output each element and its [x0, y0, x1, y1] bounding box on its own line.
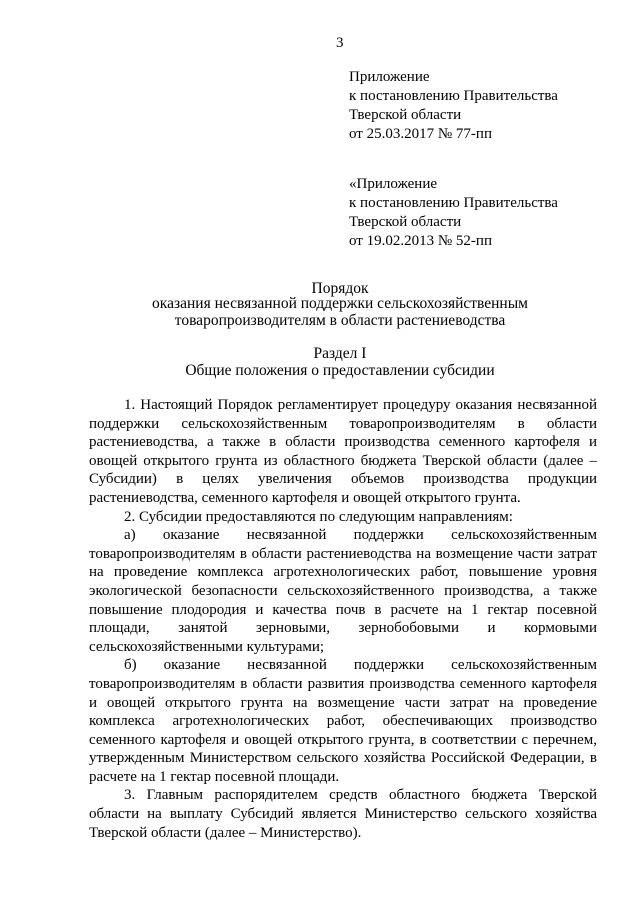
attachment-original-line-2: к постановлению Правительства: [349, 195, 558, 211]
attachment-current: [349, 68, 558, 144]
page-number: 3: [336, 35, 344, 51]
attachment-original-line-4: от 19.02.2013 № 52-пп: [349, 233, 492, 249]
attachment-original-line-1: «Приложение: [349, 176, 438, 192]
document-body: [89, 396, 597, 842]
paragraph-2b: б) оказание несвязанной поддержки сельскохозяйственным товаропроизводителям в области развития производства семенного картофеля и овощей открытого грунта на возмещение части затрат на проведение комплекса агротехнологических работ, обеспечивающих производство семенного картофеля и овощей открытого грунта, в соответствии с перечнем, утвержденным Министерством сельского хозяйства Российской Федерации, в расчете на 1 гектар посевной площади.: [89, 657, 597, 785]
attachment-current-line-4: от 25.03.2017 № 77-пп: [349, 126, 492, 142]
attachment-current-line-3: Тверской области: [349, 107, 462, 123]
attachment-current-line-2: к постановлению Правительства: [349, 88, 558, 104]
document-subtitle-line-2: товаропроизводителям в области растениеводства: [174, 312, 506, 329]
paragraph-3: 3. Главным распорядителем средств областного бюджета Тверской области на выплату Субсидий является Министерство сельского хозяйства Тверской области (далее – Министерство).: [89, 787, 597, 841]
attachment-original-line-3: Тверской области: [349, 214, 462, 230]
attachment-current-line-1: Приложение: [349, 69, 430, 85]
paragraph-2: 2. Субсидии предоставляются по следующим направлениям:: [124, 508, 513, 525]
section-heading: Общие положения о предоставлении субсидии: [185, 362, 495, 379]
document-title: Порядок: [311, 280, 369, 297]
paragraph-2a: а) оказание несвязанной поддержки сельскохозяйственным товаропроизводителям в области растениеводства на возмещение части затрат на проведение комплекса агротехнологических работ, повышение уровня экологической безопасности сельскохозяйственного производства, а также повышение плодородия и качества почв в расчете на 1 гектар посевной площади, занятой зерновыми, зернобобовыми и кормовыми сельскохозяйственными культурами;: [89, 527, 597, 655]
document-subtitle-line-1: оказания несвязанной поддержки сельскохозяйственным: [152, 295, 528, 312]
section-label: Раздел I: [313, 345, 367, 362]
paragraph-1: 1. Настоящий Порядок регламентирует процедуру оказания несвязанной поддержки сельскохозяйственным товаропроизводителям в области растениеводства, а также в области производства семенного картофеля и овощей открытого грунта из областного бюджета Тверской области (далее – Субсидии) в целях увеличения объемов производства продукции растениеводства, семенного картофеля и овощей открытого грунта.: [89, 397, 597, 506]
attachment-original: [349, 175, 558, 251]
